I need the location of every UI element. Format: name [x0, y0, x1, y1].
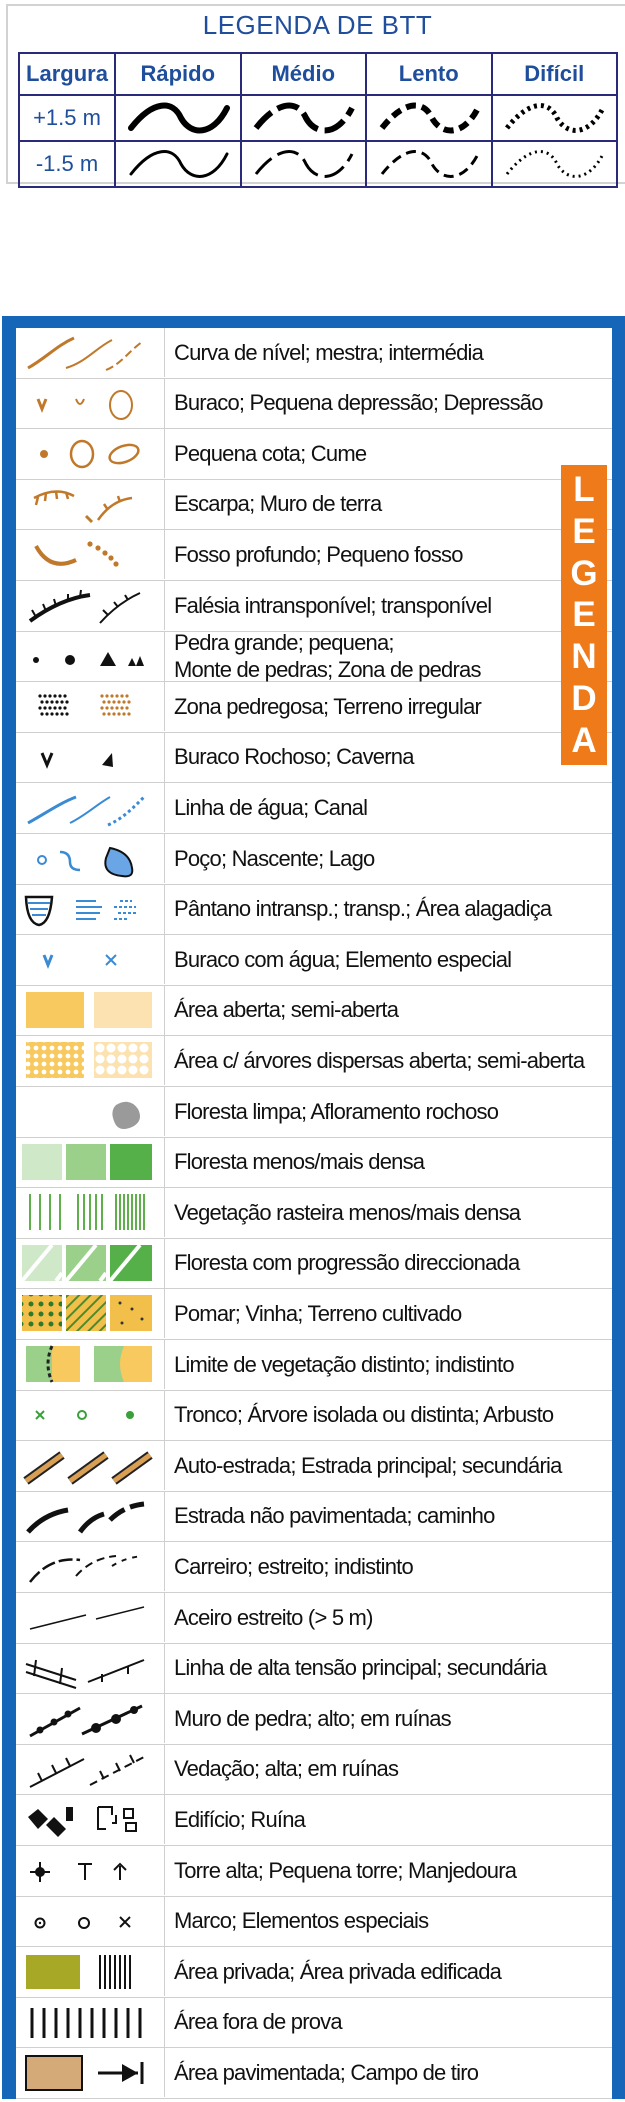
legend-label: Pequena cota; Cume [174, 440, 367, 466]
legend-label-line: Pedra grande; pequena; [174, 630, 394, 656]
legend-row [16, 1391, 612, 1442]
legend-row [16, 429, 612, 480]
btt-title: LEGENDA DE BTT [202, 10, 433, 40]
paved-area-icon [16, 2048, 165, 2097]
marsh-icon [16, 885, 165, 934]
legend-label: Limite de vegetação distinto; indistinto [174, 1351, 514, 1377]
btt-difficult-narrow-icon [492, 141, 618, 187]
legend-row [16, 1644, 612, 1695]
water-hole-icon [16, 935, 165, 984]
tower-icon [16, 1846, 165, 1895]
legend-row [16, 2048, 612, 2099]
legend-row [16, 1188, 612, 1239]
legend-row [16, 1947, 612, 1998]
legend-label: Área fora de prova [174, 2009, 342, 2035]
legend-label: Marco; Elementos especiais [174, 1908, 429, 1934]
legend-label: Vedação; alta; em ruínas [174, 1756, 399, 1782]
erosion-gully-icon [16, 530, 165, 579]
legend-label: Área pavimentada; Campo de tiro [174, 2059, 479, 2085]
legend-label: Carreiro; estreito; indistinto [174, 1553, 413, 1579]
legend-label: Escarpa; Muro de terra [174, 491, 382, 517]
stony-ground-icon [16, 682, 165, 731]
btt-header-width: Largura [19, 53, 115, 95]
legend-row [16, 1036, 612, 1087]
legend-row [16, 1694, 612, 1745]
legend-label [174, 632, 481, 681]
legend-label: Linha de água; Canal [174, 794, 368, 820]
legenda-tab-letter: A [571, 720, 597, 760]
directional-forest-icon [16, 1239, 165, 1288]
cliff-icon [16, 581, 165, 630]
private-area-icon [16, 1947, 165, 1996]
legend-row [16, 834, 612, 885]
legenda-tab-letter: E [572, 595, 596, 635]
rocky-pit-icon [16, 733, 165, 782]
btt-header-medium: Médio [241, 53, 367, 95]
legend-label: Torre alta; Pequena torre; Manjedoura [174, 1857, 517, 1883]
legend-row [16, 885, 612, 936]
legend-row [16, 1745, 612, 1796]
legend-label: Poço; Nascente; Lago [174, 845, 375, 871]
legend-row [16, 480, 612, 531]
forest-icon [16, 1087, 165, 1136]
legend-label: Buraco Rochoso; Caverna [174, 744, 414, 770]
btt-slow-narrow-icon [366, 141, 492, 187]
open-land-icon [16, 986, 165, 1035]
legend-label: Zona pedregosa; Terreno irregular [174, 693, 482, 719]
undergrowth-icon [16, 1188, 165, 1237]
legend-row [16, 783, 612, 834]
orchard-icon [16, 1289, 165, 1338]
watercourse-icon [16, 783, 165, 832]
earth-bank-icon [16, 480, 165, 529]
map-legend-panel [2, 316, 625, 2099]
btt-row-label: -1.5 m [19, 141, 115, 187]
legend-row [16, 1340, 612, 1391]
boulder-icon [16, 632, 165, 681]
vegetation-boundary-icon [16, 1340, 165, 1389]
legenda-tab [561, 465, 607, 765]
legend-label: Muro de pedra; alto; em ruínas [174, 1705, 451, 1731]
out-of-bounds-icon [16, 1998, 165, 2047]
depression-icon [16, 379, 165, 428]
legend-row [16, 733, 612, 784]
legend-label: Auto-estrada; Estrada principal; secundária [174, 1452, 562, 1478]
fence-icon [16, 1745, 165, 1794]
knoll-icon [16, 429, 165, 478]
legend-row [16, 1441, 612, 1492]
legend-row [16, 379, 612, 430]
legend-row [16, 678, 612, 733]
legenda-tab-letter: D [571, 678, 597, 718]
legend-row [16, 986, 612, 1037]
building-icon [16, 1795, 165, 1844]
legend-label: Aceiro estreito (> 5 m) [174, 1604, 373, 1630]
legend-row [16, 1846, 612, 1897]
cairn-icon [16, 1897, 165, 1946]
water-body-icon [16, 834, 165, 883]
btt-row-label: +1.5 m [19, 95, 115, 141]
legenda-tab-letter: L [573, 470, 595, 510]
legend-label: Falésia intransponível; transponível [174, 592, 492, 618]
btt-slow-wide-icon [366, 95, 492, 141]
btt-table [18, 52, 618, 188]
legend-label: Floresta com progressão direccionada [174, 1250, 520, 1276]
btt-legend [6, 4, 625, 184]
legend-label-line: Monte de pedras; Zona de pedras [174, 657, 481, 683]
legenda-tab-letter: E [572, 512, 596, 552]
ride-icon [16, 1593, 165, 1642]
contour-lines-icon [16, 328, 165, 377]
legend-label: Pântano intransp.; transp.; Área alagadiça [174, 896, 552, 922]
legend-label: Área c/ árvores dispersas aberta; semi-aberta [174, 1047, 585, 1073]
legend-row [16, 1289, 612, 1340]
legend-row [16, 1593, 612, 1644]
legend-row [16, 935, 612, 986]
legend-label: Curva de nível; mestra; intermédia [174, 339, 484, 365]
legend-label: Floresta menos/mais densa [174, 1149, 425, 1175]
legend-label: Floresta limpa; Afloramento rochoso [174, 1098, 499, 1124]
legend-row [16, 1998, 612, 2049]
legenda-tab-letter: G [570, 553, 598, 593]
btt-fast-narrow-icon [115, 141, 241, 187]
track-icon [16, 1492, 165, 1541]
dense-forest-icon [16, 1138, 165, 1187]
legend-label: Área privada; Área privada edificada [174, 1958, 502, 1984]
stone-wall-icon [16, 1694, 165, 1743]
tree-icon [16, 1391, 165, 1440]
btt-medium-narrow-icon [241, 141, 367, 187]
legend-label: Edifício; Ruína [174, 1806, 306, 1832]
legend-label: Área aberta; semi-aberta [174, 997, 399, 1023]
legend-label: Buraco; Pequena depressão; Depressão [174, 390, 543, 416]
road-icon [16, 1441, 165, 1490]
legend-row [16, 1542, 612, 1593]
legend-label: Buraco com água; Elemento especial [174, 946, 512, 972]
legend-row [16, 1087, 612, 1138]
legend-row [16, 1795, 612, 1846]
btt-header-fast: Rápido [115, 53, 241, 95]
btt-header-slow: Lento [366, 53, 492, 95]
btt-medium-wide-icon [241, 95, 367, 141]
scattered-trees-icon [16, 1036, 165, 1085]
legenda-tab-letter: N [571, 637, 597, 677]
legend-row [16, 530, 612, 581]
legend-row [16, 1492, 612, 1543]
legend-row [16, 1897, 612, 1948]
legend-row [16, 632, 612, 683]
legend-label: Vegetação rasteira menos/mais densa [174, 1199, 521, 1225]
legend-label: Tronco; Árvore isolada ou distinta; Arbusto [174, 1402, 554, 1428]
legend-label: Fosso profundo; Pequeno fosso [174, 541, 463, 567]
legend-row [16, 1239, 612, 1290]
legend-label: Estrada não pavimentada; caminho [174, 1503, 495, 1529]
btt-header-difficult: Difícil [492, 53, 618, 95]
btt-difficult-wide-icon [492, 95, 618, 141]
legend-row [16, 328, 612, 379]
legend-row [16, 581, 612, 635]
legend-row [16, 1138, 612, 1189]
btt-fast-wide-icon [115, 95, 241, 141]
legend-label: Pomar; Vinha; Terreno cultivado [174, 1300, 462, 1326]
map-legend-list [16, 328, 612, 2099]
legend-label: Linha de alta tensão principal; secundária [174, 1655, 547, 1681]
path-icon [16, 1542, 165, 1591]
power-line-icon [16, 1644, 165, 1693]
